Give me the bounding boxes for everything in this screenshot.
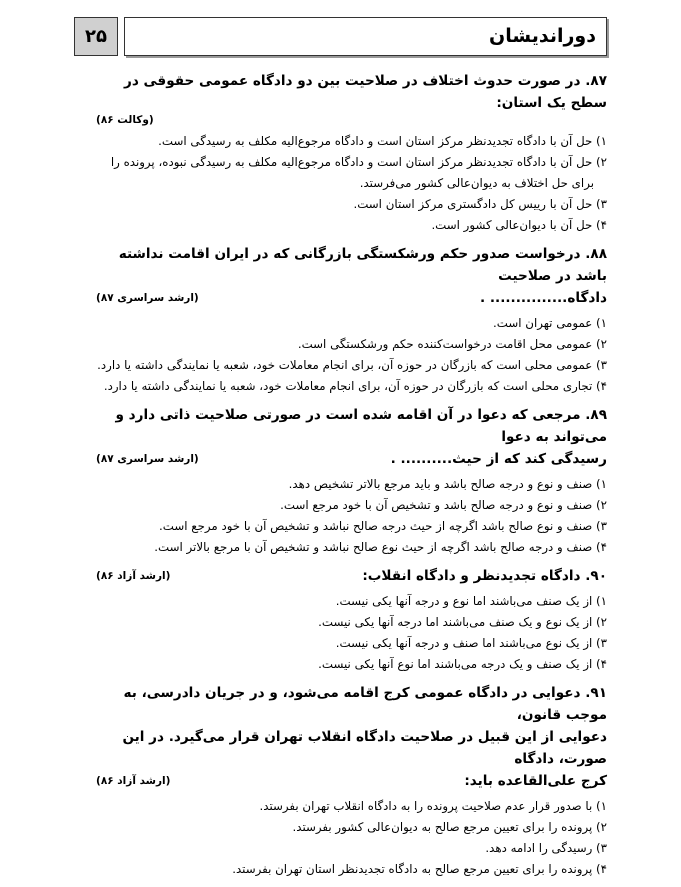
option-4: ۴) پرونده را برای تعیین مرجع صالح به دادگاه تجدیدنظر استان تهران بفرستد. bbox=[232, 862, 607, 876]
options-list bbox=[96, 313, 607, 397]
option-2: ۲) عمومی محل اقامت درخواست‌کننده حکم ورشکستگی است. bbox=[297, 337, 607, 351]
question-reference: (ارشد سراسری ۸۷) bbox=[96, 292, 199, 304]
question-stem-line2: دعوایی از این قبیل در صلاحیت دادگاه انقلاب تهران قرار می‌گیرد. در این صورت، دادگاه bbox=[122, 729, 607, 767]
question-reference: (ارشد سراسری ۸۷) bbox=[96, 453, 199, 465]
option-1: ۱) صنف و نوع و درجه صالح باشد و باید مرجع بالاتر تشخیص دهد. bbox=[288, 477, 607, 491]
question-stem-text: کرج علی‌القاعده باید: bbox=[464, 773, 607, 789]
option-1: ۱) حل آن با دادگاه تجدیدنظر مرکز استان است و دادگاه مرجوع‌الیه مکلف به رسیدگی است. bbox=[158, 134, 607, 148]
options-list bbox=[96, 474, 607, 558]
options-list bbox=[96, 131, 607, 236]
page-number: ۲۵ bbox=[74, 17, 118, 56]
options-list bbox=[96, 591, 607, 675]
question-stem-line bbox=[96, 565, 607, 587]
option-4: ۴) صنف و درجه صالح باشد اگرچه از حیث نوع صالح نباشد و تشخیص آن با مرجع بالاتر است. bbox=[154, 540, 607, 554]
questions-list bbox=[96, 70, 607, 887]
question-stem: ۸۸. درخواست صدور حکم ورشکستگی بازرگانی که در ایران اقامت نداشته باشد در صلاحیت bbox=[118, 246, 607, 284]
question-stem-line2 bbox=[96, 287, 607, 309]
option-1: ۱) عمومی تهران است. bbox=[493, 316, 607, 330]
question-stem-line3 bbox=[96, 770, 607, 792]
question-87 bbox=[96, 70, 607, 236]
question-stem-line2 bbox=[96, 448, 607, 470]
page-header bbox=[74, 17, 607, 58]
option-2 bbox=[96, 152, 607, 194]
option-1: ۱) با صدور قرار عدم صلاحیت پرونده را به دادگاه انقلاب تهران بفرستد. bbox=[259, 799, 607, 813]
question-reference: (وکالت ۸۶) bbox=[96, 114, 154, 126]
question-stem: ۹۱. دعوایی در دادگاه عمومی کرج اقامه می‌شود، و در جریان دادرسی، به موجب قانون، bbox=[123, 685, 607, 723]
option-text: ۲) حل آن با دادگاه تجدیدنظر مرکز استان است و دادگاه مرجوع‌الیه مکلف به رسیدگی نبوده، پرونده را bbox=[110, 155, 607, 169]
option-3: ۳) از یک نوع می‌باشند اما صنف و درجه آنها یکی نیست. bbox=[335, 636, 607, 650]
option-continuation: برای حل اختلاف به دیوان‌عالی کشور می‌فرستد. bbox=[359, 176, 594, 190]
option-2: ۲) پرونده را برای تعیین مرجع صالح به دیوان‌عالی کشور بفرستد. bbox=[292, 820, 607, 834]
question-88 bbox=[96, 243, 607, 397]
question-stem-text: ۹۰. دادگاه تجدیدنظر و دادگاه انقلاب: bbox=[362, 568, 607, 584]
question-reference: (ارشد آزاد ۸۶) bbox=[96, 775, 171, 787]
option-3: ۳) حل آن با رییس کل دادگستری مرکز استان است. bbox=[353, 197, 607, 211]
question-91 bbox=[96, 682, 607, 880]
question-stem-text: دادگاه............... . bbox=[479, 290, 607, 306]
question-stem: ۸۷. در صورت حدوث اختلاف در صلاحیت بین دو دادگاه عمومی حقوقی در سطح یک استان: bbox=[124, 73, 607, 111]
question-reference: (ارشد آزاد ۸۶) bbox=[96, 570, 171, 582]
question-90 bbox=[96, 565, 607, 675]
options-list bbox=[96, 796, 607, 880]
option-4: ۴) از یک صنف و یک درجه می‌باشند اما نوع آنها یکی نیست. bbox=[318, 657, 607, 671]
option-2: ۲) صنف و نوع و درجه صالح باشد و تشخیص آن با خود مرجع است. bbox=[280, 498, 607, 512]
option-3: ۳) رسیدگی را ادامه دهد. bbox=[485, 841, 607, 855]
page-title: دوراندیشان bbox=[124, 17, 607, 56]
question-89 bbox=[96, 404, 607, 558]
option-3: ۳) عمومی محلی است که بازرگان در حوزه آن، برای انجام معاملات خود، شعبه یا نمایندگی داشته یا دارد. bbox=[97, 358, 607, 372]
question-stem-text: رسیدگی کند که از حیث.......... . bbox=[390, 451, 607, 467]
option-3: ۳) صنف و نوع صالح باشد اگرچه از حیث درجه صالح نباشد و تشخیص آن با خود مرجع است. bbox=[159, 519, 607, 533]
question-stem: ۸۹. مرجعی که دعوا در آن اقامه شده است در صورتی صلاحیت ذاتی دارد و می‌تواند به دعوا bbox=[115, 407, 607, 445]
option-2: ۲) از یک نوع و یک صنف می‌باشند اما درجه آنها یکی نیست. bbox=[318, 615, 607, 629]
option-1: ۱) از یک صنف می‌باشند اما نوع و درجه آنها یکی نیست. bbox=[335, 594, 607, 608]
option-4: ۴) حل آن با دیوان‌عالی کشور است. bbox=[431, 218, 607, 232]
option-4: ۴) تجاری محلی است که بازرگان در حوزه آن، برای انجام معاملات خود، شعبه یا نمایندگی داشته یا دارد. bbox=[103, 379, 607, 393]
